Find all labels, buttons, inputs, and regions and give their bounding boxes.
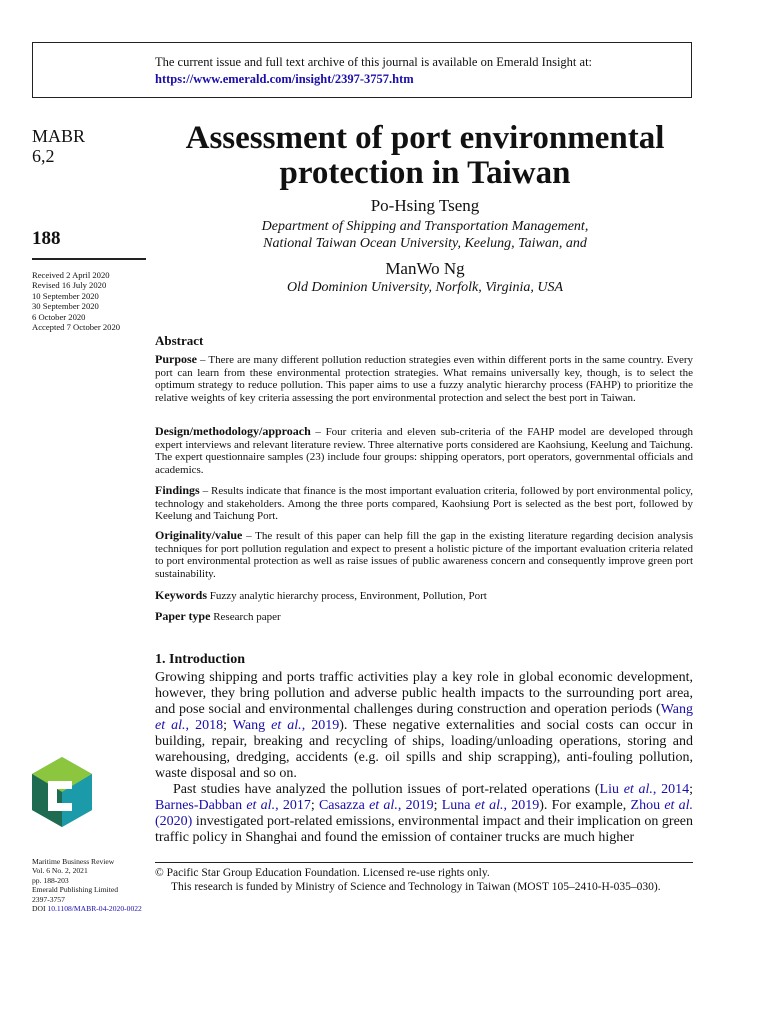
date-revised: Revised 16 July 2020 (32, 280, 107, 291)
journal-name: Maritime Business Review (32, 857, 115, 866)
date-revised: 10 September 2020 (32, 290, 99, 301)
title-line-1: Assessment of port environmental (185, 120, 665, 156)
submission-dates (32, 270, 120, 332)
emerald-logo-icon (32, 757, 92, 827)
volume-info: Vol. 6 No. 2, 2021 (32, 866, 88, 876)
section-heading: 1. Introduction (155, 652, 245, 667)
citation-link[interactable]: Wang et al., 2019 (232, 718, 340, 733)
footnote (155, 866, 693, 894)
publication-info (32, 857, 142, 913)
banner-text: The current issue and full text archive of this journal is available on Emerald Insight at: (155, 55, 593, 69)
findings-label: Findings (155, 483, 200, 497)
funding-note: This research is funded by Ministry of Science and Technology in Taiwan (MOST 105–2410-H-035–030). (171, 881, 661, 893)
publisher: Emerald Publishing Limited (32, 885, 119, 895)
citation-link[interactable]: Casazza et al., 2019 (318, 798, 434, 813)
abstract-design (155, 425, 693, 476)
intro-paragraph-2 (155, 782, 693, 846)
design-text: – Four criteria and eleven sub-criteria of the FAHP model are developed through expert interviews and relevant literature review. Three alternative ports considered are Kaohsiung, Keelung and Taichung. The expert questionnaire samples (23) include four groups: shipping operators, port operators, governmental officials and academics. (155, 426, 693, 476)
date-revised: 30 September 2020 (32, 301, 99, 312)
purpose-label: Purpose (155, 352, 197, 366)
date-revised: 6 October 2020 (32, 311, 86, 322)
citation-link[interactable]: Luna et al., 2019 (441, 798, 540, 813)
journal-abbr: MABR (32, 126, 86, 146)
journal-url-link[interactable]: https://www.emerald.com/insight/2397-3757.htm (155, 72, 414, 86)
page-range: pp. 188-203 (32, 875, 69, 885)
abstract-findings (155, 484, 693, 523)
access-banner (32, 42, 692, 98)
issn: 2397-3757 (32, 894, 65, 904)
volume-issue: 6,2 (32, 146, 55, 166)
separator: ; (223, 718, 233, 733)
findings-text: – Results indicate that finance is the most important evaluation criteria, followed by port environmental policy, technology and stakeholders. Among the three ports compared, Kaohsiung Port is selected as the best port, followed by Keelung and Taichung Port. (155, 485, 693, 523)
citation-link[interactable]: Liu et al., 2014 (599, 782, 690, 797)
date-accepted: Accepted 7 October 2020 (32, 322, 121, 333)
article-title (150, 121, 700, 191)
journal-header (32, 126, 85, 166)
title-line-2: protection in Taiwan (279, 155, 571, 191)
date-received: Received 2 April 2020 (32, 270, 110, 280)
keywords (155, 588, 487, 603)
author-name: Po-Hsing Tseng (370, 196, 480, 215)
paragraph-text: Past studies have analyzed the pollution issues of port-related operations ( (173, 782, 600, 797)
margin-divider (32, 258, 146, 260)
affiliation-line-2: National Taiwan Ocean University, Keelung, Taiwan, and (263, 236, 587, 251)
author-affiliation: Old Dominion University, Norfolk, Virginia, USA (286, 280, 564, 295)
affiliation-line-1: Department of Shipping and Transportation Management, (261, 219, 589, 234)
separator: ; (310, 798, 319, 813)
citation-link[interactable]: Barnes-Dabban et al., 2017 (155, 798, 311, 813)
citation-link[interactable]: Wang et al., 2018 (155, 702, 693, 733)
paragraph-text: ). These negative externalities and social costs can occur in building, repair, breaking and recycling of ships, loading/unloading operations, storing and warehousing, dredging, accidents (e.g. oil spills and ship scrapping), anti-fouling pollution, waste disposal and so on. (155, 718, 694, 781)
footnote-divider (155, 862, 693, 863)
papertype-label: Paper type (155, 609, 211, 623)
paragraph-text: investigated port-related emissions, environmental impact and their implication on green traffic policy in Shanghai and found the emission of container trucks are much higher (155, 814, 693, 845)
doi-line (32, 904, 142, 913)
citation-link[interactable]: Zhou et al. (2020) (155, 798, 694, 829)
paragraph-text: ). For example, (539, 798, 631, 813)
abstract-purpose (155, 353, 693, 404)
originality-label: Originality/value (155, 528, 243, 542)
doi-label: DOI (32, 904, 46, 914)
separator: ; (689, 782, 693, 797)
paragraph-text: Growing shipping and ports traffic activities play a key role in global economic development, however, they bring pollution and adverse public health impacts to the surrounding port area, and pose social and environmental challenges during construction and operation periods ( (155, 670, 693, 717)
copyright-note: © Pacific Star Group Education Foundation. Licensed re-use rights only. (155, 867, 490, 879)
originality-text: – The result of this paper can help fill the gap in the existing literature regarding decision analysis techniques for port pollution regulation and expect to present a holistic picture of the important evaluation criteria related to port environmental protection as well as raise issues of public awareness concern and consequently improve green port sustainability. (155, 530, 693, 580)
intro-paragraph-1 (155, 670, 693, 782)
author-name: ManWo Ng (385, 259, 465, 278)
design-label: Design/methodology/approach (155, 424, 311, 438)
paper-type (155, 609, 281, 624)
separator: ; (433, 798, 442, 813)
keywords-label: Keywords (155, 588, 207, 602)
papertype-text: Research paper (213, 611, 281, 623)
abstract-originality (155, 529, 693, 580)
doi-link[interactable]: 10.1108/MABR-04-2020-0022 (47, 904, 142, 914)
purpose-text: – There are many different pollution reduction strategies even within different ports in the same country. Every port can learn from these environmental protection strategies. What remains universally key, though, is to select the optimum strategy to reduce pollution. This paper aims to use a fuzzy analytic hierarchy process (FAHP) to prioritize the relative weights of key criteria assessing the port environmental protection and select the best port in Taiwan. (155, 354, 693, 404)
author-affiliation (200, 218, 650, 252)
keywords-text: Fuzzy analytic hierarchy process, Environment, Pollution, Port (209, 590, 487, 602)
page-number: 188 (32, 228, 61, 249)
abstract-heading: Abstract (155, 333, 204, 348)
